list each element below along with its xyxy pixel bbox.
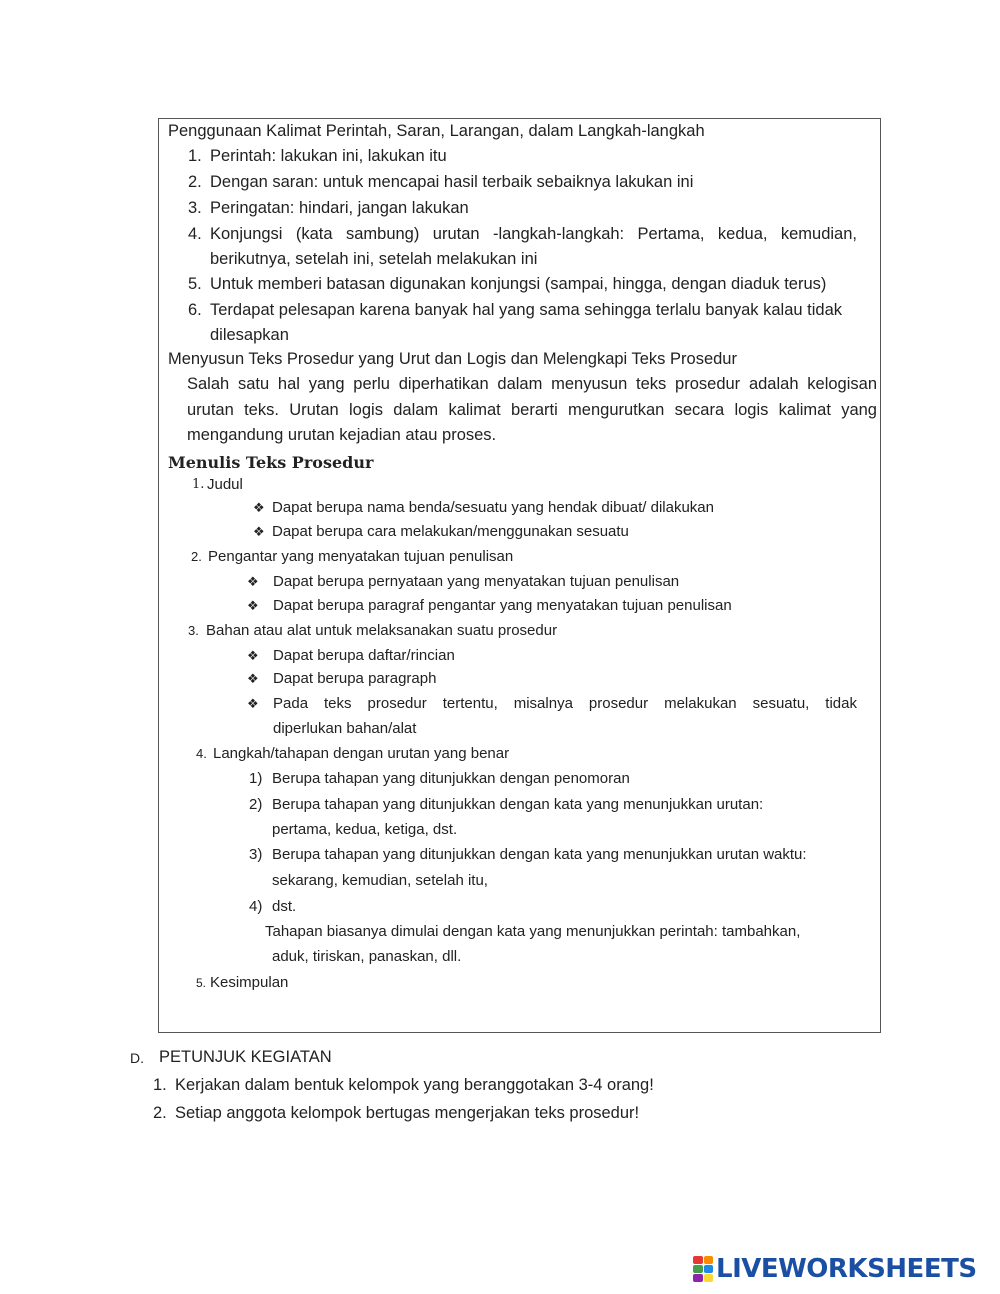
logo-tile — [693, 1265, 703, 1273]
diamond-bullet-icon: ❖ — [247, 598, 259, 613]
paragraph-line: Salah satu hal yang perlu diperhatikan dalam menyusun teks prosedur adalah kelogisan — [187, 375, 877, 393]
note-text: Tahapan biasanya dimulai dengan kata yang menunjukkan perintah: tambahkan, — [265, 923, 801, 940]
bullet-text: Dapat berupa daftar/rincian — [273, 647, 455, 664]
section-title: Penggunaan Kalimat Perintah, Saran, Larangan, dalam Langkah-langkah — [168, 122, 705, 140]
list-number: 1. — [188, 147, 202, 165]
list-number: 4. — [188, 225, 202, 243]
logo-tile — [704, 1256, 714, 1264]
step-number: 4) — [249, 898, 263, 915]
point-label: Kesimpulan — [210, 974, 289, 991]
bullet-text: Dapat berupa pernyataan yang menyatakan tujuan penulisan — [273, 573, 680, 590]
logo-tile — [704, 1274, 714, 1282]
diamond-bullet-icon: ❖ — [247, 648, 259, 663]
step-text: dst. — [272, 898, 297, 915]
list-number: 3. — [188, 199, 202, 217]
list-item: Konjungsi (kata sambung) urutan -langkah-langkah: Pertama, kedua, kemudian, — [210, 225, 857, 243]
section-heading: Menulis Teks Prosedur — [168, 453, 374, 472]
logo-tile — [693, 1274, 703, 1282]
diamond-bullet-icon: ❖ — [247, 671, 259, 686]
point-label: Langkah/tahapan dengan urutan yang benar — [213, 745, 510, 762]
bullet-text: Dapat berupa cara melakukan/menggunakan sesuatu — [272, 523, 629, 540]
bullet-text: Pada teks prosedur tertentu, misalnya prosedur melakukan sesuatu, tidak — [273, 695, 857, 712]
point-number: 2. — [191, 549, 202, 564]
list-number: 2. — [153, 1104, 167, 1122]
list-item: Kerjakan dalam bentuk kelompok yang beranggotakan 3-4 orang! — [175, 1076, 654, 1094]
diamond-bullet-icon: ❖ — [247, 696, 259, 711]
list-item: Peringatan: hindari, jangan lakukan — [210, 199, 469, 217]
list-number: 6. — [188, 301, 202, 319]
liveworksheets-logo — [693, 1254, 977, 1284]
point-number: 4. — [196, 746, 207, 761]
list-item: Setiap anggota kelompok bertugas mengerjakan teks prosedur! — [175, 1104, 640, 1122]
step-text: Berupa tahapan yang ditunjukkan dengan kata yang menunjukkan urutan waktu: — [272, 846, 807, 863]
step-number: 3) — [249, 846, 263, 863]
list-number: 5. — [188, 275, 202, 293]
note-text-continuation: aduk, tiriskan, panaskan, dll. — [272, 948, 462, 965]
point-number: 3. — [188, 623, 199, 638]
list-item: Untuk memberi batasan digunakan konjungsi (sampai, hingga, dengan diaduk terus) — [210, 275, 827, 293]
list-number: 2. — [188, 173, 202, 191]
list-item: Perintah: lakukan ini, lakukan itu — [210, 147, 447, 165]
step-text-continuation: pertama, kedua, ketiga, dst. — [272, 821, 458, 838]
bullet-text: Dapat berupa nama benda/sesuatu yang hendak dibuat/ dilakukan — [272, 499, 714, 516]
step-text: Berupa tahapan yang ditunjukkan dengan penomoran — [272, 770, 630, 787]
bullet-text: Dapat berupa paragraph — [273, 670, 437, 687]
step-text: Berupa tahapan yang ditunjukkan dengan kata yang menunjukkan urutan: — [272, 796, 764, 813]
point-number: 1. — [192, 477, 205, 492]
point-label: Bahan atau alat untuk melaksanakan suatu prosedur — [206, 622, 558, 639]
diamond-bullet-icon: ❖ — [253, 524, 265, 539]
step-number: 1) — [249, 770, 263, 787]
bullet-text-continuation: diperlukan bahan/alat — [273, 720, 417, 737]
section-letter: D. — [130, 1050, 144, 1066]
section-title: PETUNJUK KEGIATAN — [159, 1048, 332, 1066]
logo-tile — [704, 1265, 714, 1273]
point-label: Pengantar yang menyatakan tujuan penulisan — [208, 548, 514, 565]
step-text-continuation: sekarang, kemudian, setelah itu, — [272, 872, 488, 889]
logo-mark-icon — [693, 1256, 713, 1282]
paragraph-line: urutan teks. Urutan logis dalam kalimat berarti mengurutkan secara logis kalimat yang — [187, 401, 877, 419]
diamond-bullet-icon: ❖ — [253, 500, 265, 515]
list-item: Dengan saran: untuk mencapai hasil terbaik sebaiknya lakukan ini — [210, 173, 694, 191]
list-item-continuation: berikutnya, setelah ini, setelah melakukan ini — [210, 250, 538, 268]
list-item-continuation: dilesapkan — [210, 326, 289, 344]
list-number: 1. — [153, 1076, 167, 1094]
step-number: 2) — [249, 796, 263, 813]
bullet-text: Dapat berupa paragraf pengantar yang menyatakan tujuan penulisan — [273, 597, 732, 614]
paragraph-line: mengandung urutan kejadian atau proses. — [187, 426, 497, 444]
point-label: Judul — [207, 476, 243, 493]
logo-tile — [693, 1256, 703, 1264]
logo-text: LIVEWORKSHEETS — [716, 1254, 977, 1284]
point-number: 5. — [196, 976, 207, 990]
diamond-bullet-icon: ❖ — [247, 574, 259, 589]
section-title: Menyusun Teks Prosedur yang Urut dan Logis dan Melengkapi Teks Prosedur — [168, 350, 737, 368]
list-item: Terdapat pelesapan karena banyak hal yang sama sehingga terlalu banyak kalau tidak — [210, 301, 843, 319]
